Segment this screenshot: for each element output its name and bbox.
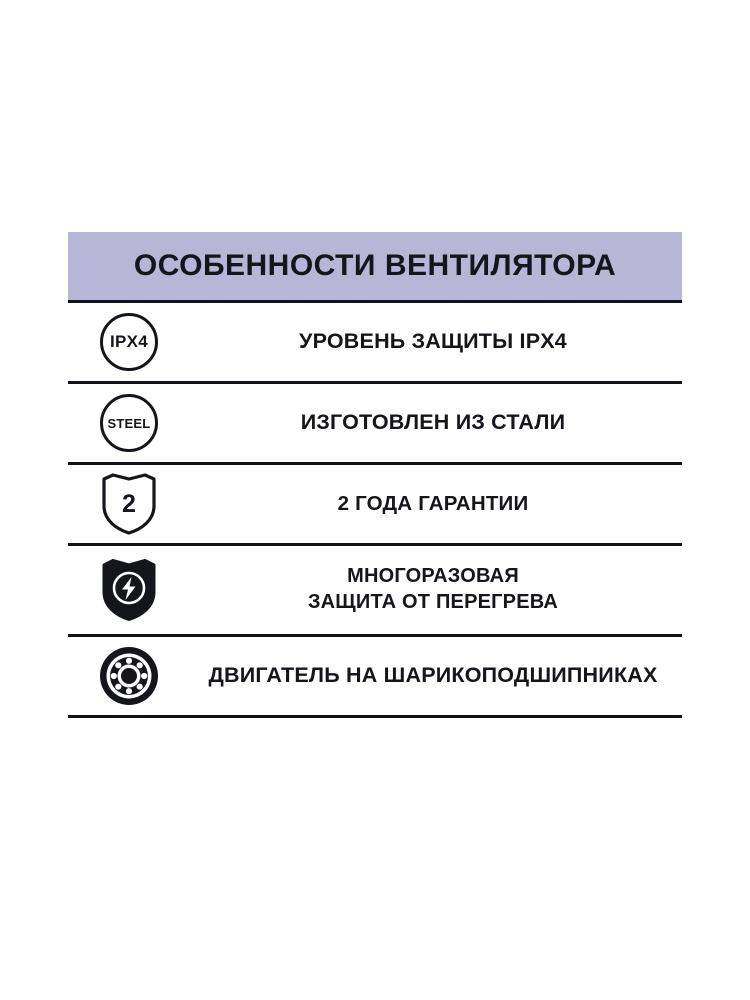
fan-features-card xyxy=(68,232,682,718)
icon-cell xyxy=(68,557,190,623)
feature-row xyxy=(68,384,682,462)
text-cell xyxy=(190,491,682,517)
text-cell xyxy=(190,409,682,437)
feature-label: ДВИГАТЕЛЬ НА ШАРИКОПОДШИПНИКАХ xyxy=(208,663,658,688)
icon-cell xyxy=(68,313,190,371)
icon-cell xyxy=(68,645,190,707)
feature-label: УРОВЕНЬ ЗАЩИТЫ IPX4 xyxy=(299,329,567,354)
shield-warranty-icon xyxy=(100,472,158,536)
steel-circle-icon-label: STEEL xyxy=(107,415,151,431)
feature-row xyxy=(68,465,682,543)
ipx4-circle-icon-label: IPX4 xyxy=(109,332,149,351)
feature-row xyxy=(68,546,682,634)
shield-bolt-icon xyxy=(100,557,158,623)
card-header xyxy=(68,232,682,300)
page-title: ОСОБЕННОСТИ ВЕНТИЛЯТОРА xyxy=(133,249,617,282)
icon-cell xyxy=(68,394,190,452)
text-cell xyxy=(190,662,682,690)
ball-bearing-icon xyxy=(98,645,160,707)
feature-row xyxy=(68,303,682,381)
feature-label: 2 ГОДА ГАРАНТИИ xyxy=(337,491,529,515)
feature-row xyxy=(68,637,682,715)
steel-circle-icon xyxy=(100,394,158,452)
icon-cell xyxy=(68,472,190,536)
text-cell xyxy=(190,564,682,615)
feature-label-line1: МНОГОРАЗОВАЯ xyxy=(347,565,519,588)
feature-label: ИЗГОТОВЛЕН ИЗ СТАЛИ xyxy=(300,410,566,435)
text-cell xyxy=(190,328,682,356)
ipx4-circle-icon xyxy=(100,313,158,371)
feature-label-line2: ЗАЩИТА ОТ ПЕРЕГРЕВА xyxy=(307,591,559,613)
shield-warranty-icon-label: 2 xyxy=(122,489,136,518)
divider xyxy=(68,715,682,718)
